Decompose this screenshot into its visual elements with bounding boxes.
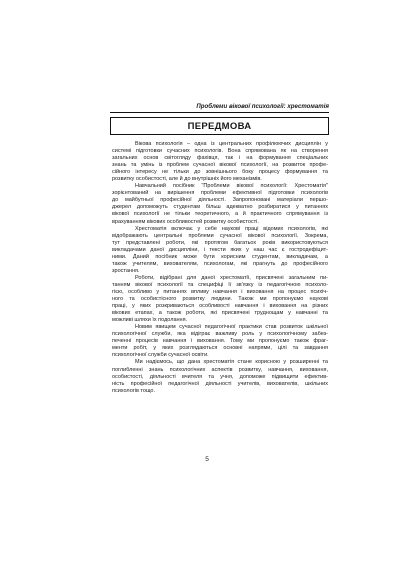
text-line: врахуванням вікових особливостей розвитку особистості.: [112, 218, 259, 225]
paragraph: [112, 324, 328, 359]
body-text: [112, 141, 328, 395]
text-line: також учителям, вихователям, психологам, які прагнуть до професійного: [112, 260, 328, 267]
paragraph: [112, 226, 328, 275]
text-line: сійного інтересу не тільки до зовнішнього боку процесу формування та: [112, 169, 328, 176]
text-line: знань та умінь із проблем сучасної вікової психології, на розвиток профе-: [112, 162, 328, 169]
paragraph: [112, 183, 328, 225]
text-line: психологів тощо.: [112, 387, 156, 394]
text-line: можливі шляхи їх подолання.: [112, 317, 188, 324]
text-line: психологічної служби сучасної освіти.: [112, 352, 209, 359]
text-line: танням вікової психології та специфіці її зв'язку із педагогічною психоло-: [112, 281, 328, 288]
text-line: менти робіт, у яких розглядаються основні напрями, цілі та завдання: [112, 345, 328, 352]
paragraph: [112, 141, 328, 183]
text-line: Новим явищем сучасної педагогічної практики став розвиток шкільної: [135, 324, 328, 331]
text-line: відображають центральні проблеми сучасної вікової психології. Зокрема,: [112, 232, 328, 239]
text-line: особистості, діяльності вчителя та учня, допоможе підвищити ефектив-: [112, 373, 328, 380]
text-line: загальних основ світогляду фахівця, так і на формування спеціальних: [112, 155, 328, 162]
text-line: ними. Даний посібник може бути корисним студентам, викладачам, а: [112, 253, 328, 260]
paragraph: [112, 359, 328, 394]
title-box: [110, 117, 329, 135]
text-line: Хрестоматія включає у себе наукові праці відомих психологів, які: [135, 225, 328, 232]
text-line: гією, особливо у питаннях впливу навчання і виховання на процес психіч-: [112, 288, 328, 295]
page-title: ПЕРЕДМОВА: [187, 120, 252, 132]
text-line: печенні процесів навчання і виховання. Тому ми пропонуємо також фраг-: [112, 338, 328, 345]
text-line: тут представлені роботи, які протягом багатьох років використовуються: [112, 239, 328, 246]
text-line: до майбутньої професійної діяльності. Запропоновані матеріали першо-: [112, 197, 328, 204]
text-line: поглибленні знань психологічних аспектів розвитку, навчання, виховання,: [112, 366, 328, 373]
text-line: зростання.: [112, 267, 140, 274]
text-line: Роботи, відібрані для даної хрестоматії, присвячені загальним пи-: [135, 274, 328, 281]
header-rule: [110, 112, 329, 113]
text-line: системі підготовки сучасних психологів. Вона спрямована як на створення: [112, 148, 328, 155]
text-line: джерел допоможуть студентам більш адекватно розбиратися у питаннях: [112, 204, 328, 211]
text-line: Навчальний посібник "Проблеми вікової психології: Хрестоматія": [135, 183, 328, 190]
paragraph: [112, 275, 328, 324]
text-line: Вікова психологія – одна із центральних профілюючих дисциплін у: [135, 141, 328, 147]
running-header: Проблеми вікової психології: хрестоматія: [196, 103, 329, 110]
text-line: Ми надіємось, що дана хрестоматія стане корисною у розширенні та: [135, 359, 328, 366]
text-line: викладачами даної дисципліни, і тексти яких у наш час є гостродефіцит-: [112, 246, 328, 253]
text-line: вікових етапах, а також роботи, які присвячені труднощам у навчанні та: [112, 310, 328, 317]
text-line: розвитку особистості, але й до внутрішніх його механізмів.: [112, 176, 262, 183]
text-line: психологічної служби, яка відіграє важливу роль у психологічному забез-: [112, 331, 328, 338]
page-number: 5: [205, 456, 209, 463]
text-line: ного та особистісного розвитку людини. Також ми пропонуємо наукові: [112, 296, 328, 303]
text-line: праці, у яких розкриваються особливості навчання і виховання на різних: [112, 303, 328, 310]
text-line: ність професійної педагогічної діяльності учителів, вихователів, шкільних: [112, 380, 328, 387]
text-line: вікової психології не тільки теоретичного, а й практичного спрямування із: [112, 211, 328, 218]
text-line: зорієнтований на вирішення проблеми ефективної підготовки психологів: [112, 190, 328, 197]
